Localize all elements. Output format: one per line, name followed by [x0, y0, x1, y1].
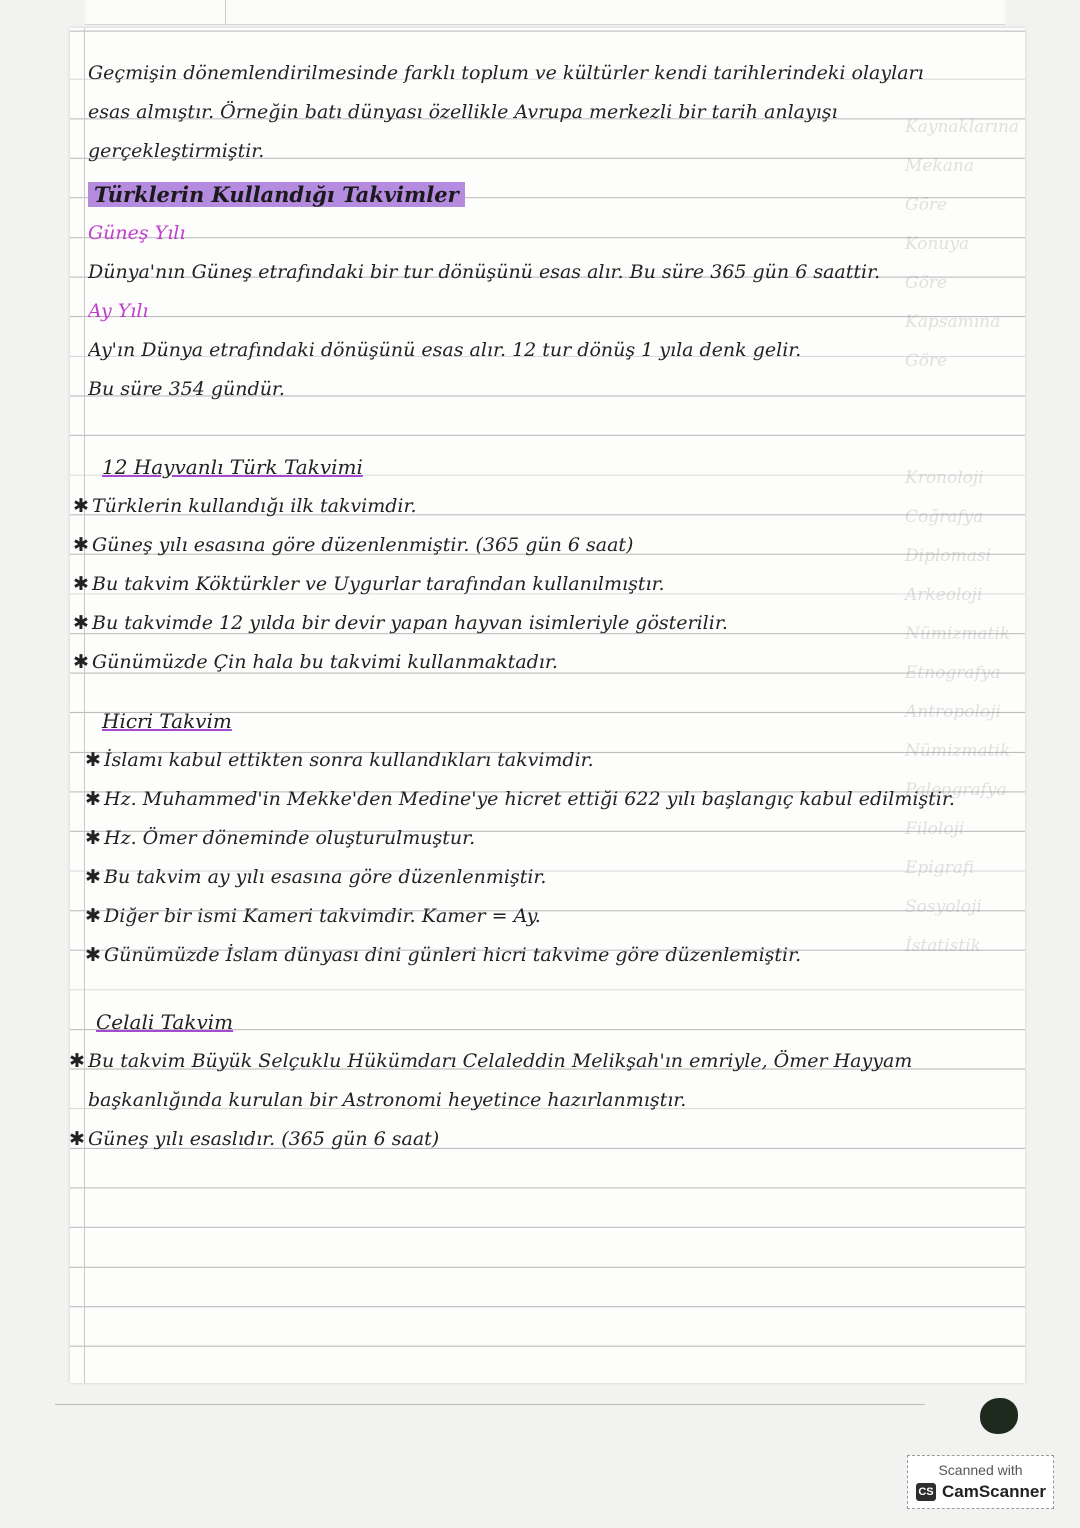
gunes-title-row	[88, 214, 1003, 253]
hayvanli-item	[70, 526, 1003, 565]
hayvanli-item-text: Bu takvimde 12 yılda bir devir yapan hayvan isimleriyle gösterilir.	[92, 612, 728, 634]
intro-line-3: gerçekleştirmiştir.	[88, 140, 265, 162]
hicri-item-text: Bu takvim ay yılı esasına göre düzenlenmiştir.	[104, 866, 547, 888]
ghost-line: Diplomasi	[905, 546, 992, 566]
hicri-item-text: Günümüzde İslam dünyası dini günleri hicri takvime göre düzenlemiştir.	[104, 944, 802, 966]
ghost-line: İstatistik	[905, 936, 981, 956]
hayvanli-title: 12 Hayvanlı Türk Takvimi	[102, 455, 363, 479]
hayvanli-item	[70, 604, 1003, 643]
intro-line-2: esas almıştır. Örneğin batı dünyası özellikle Avrupa merkezli bir tarih anlayışı	[88, 101, 838, 123]
hicri-item-text: Hz. Ömer döneminde oluşturulmuştur.	[104, 827, 476, 849]
notes-content	[69, 54, 1003, 1159]
ghost-line: Epigrafi	[905, 858, 975, 878]
camscanner-logo-icon: CS	[916, 1483, 936, 1501]
ay-text-2: Bu süre 354 gündür.	[88, 378, 285, 400]
ink-blot	[980, 1398, 1018, 1434]
spacer	[88, 409, 1003, 448]
ghost-line: Konuya Göre	[905, 234, 970, 293]
hayvanli-item	[70, 565, 1003, 604]
asterisk-icon: ✱	[73, 534, 89, 556]
ghost-line: Sosyoloji	[905, 897, 982, 917]
hicri-item	[82, 858, 1003, 897]
previous-page-edge	[85, 0, 1005, 25]
previous-page-margin-line	[225, 0, 226, 24]
ghost-line: Paleografya	[905, 780, 1007, 800]
asterisk-icon: ✱	[85, 827, 101, 849]
main-heading: Türklerin Kullandığı Takvimler	[88, 182, 465, 207]
camscanner-watermark	[907, 1455, 1054, 1509]
ghost-line: Kronoloji	[905, 468, 984, 488]
hicri-item-text: İslamı kabul ettikten sonra kullandıkları takvimdir.	[104, 749, 594, 771]
main-heading-row	[88, 175, 1003, 214]
hayvanli-item	[70, 487, 1003, 526]
ghost-line: Mekana Göre	[905, 156, 974, 215]
scanned-with-label: Scanned with	[938, 1462, 1023, 1478]
ghost-line: Coğrafya	[905, 507, 984, 527]
hicri-title: Hicri Takvim	[102, 709, 232, 733]
asterisk-icon: ✱	[85, 905, 101, 927]
hicri-item	[82, 936, 1003, 975]
ghost-line: Nümizmatik	[905, 624, 1011, 644]
hicri-item-text: Diğer bir ismi Kameri takvimdir. Kamer = Ay.	[104, 905, 541, 927]
ay-yili-title: Ay Yılı	[88, 300, 149, 322]
asterisk-icon: ✱	[73, 612, 89, 634]
ay-title-row	[88, 292, 1003, 331]
celali-title: Celali Takvim	[96, 1010, 234, 1034]
asterisk-icon: ✱	[85, 944, 101, 966]
hicri-item	[82, 780, 1003, 819]
hayvanli-item-text: Türklerin kullandığı ilk takvimdir.	[92, 495, 417, 517]
ghost-line: Kaynaklarına	[905, 117, 1020, 137]
hayvanli-item-text: Günümüzde Çin hala bu takvimi kullanmaktadır.	[92, 651, 558, 673]
hicri-item	[82, 819, 1003, 858]
asterisk-icon: ✱	[69, 1050, 85, 1072]
celali-item-text: Güneş yılı esaslıdır. (365 gün 6 saat)	[88, 1128, 440, 1150]
margin-line	[84, 28, 85, 1383]
celali-item-cont: başkanlığında kurulan bir Astronomi heyetince hazırlanmıştır.	[88, 1089, 687, 1111]
asterisk-icon: ✱	[85, 866, 101, 888]
hayvanli-item	[70, 643, 1003, 682]
ay-text-1: Ay'ın Dünya etrafındaki dönüşünü esas alır. 12 tur dönüş 1 yıla denk gelir.	[88, 339, 802, 361]
asterisk-icon: ✱	[85, 749, 101, 771]
spacer	[88, 682, 1003, 702]
celali-item-text: Bu takvim Büyük Selçuklu Hükümdarı Celaleddin Melikşah'ın emriyle, Ömer Hayyam	[88, 1050, 913, 1072]
hicri-title-row	[88, 702, 1003, 741]
intro-line-1: Geçmişin dönemlendirilmesinde farklı toplum ve kültürler kendi tarihlerindeki olayları	[88, 62, 924, 84]
asterisk-icon: ✱	[69, 1128, 85, 1150]
celali-item	[66, 1120, 1003, 1159]
hicri-item	[82, 897, 1003, 936]
hayvanli-item-text: Güneş yılı esasına göre düzenlenmiştir. (365 gün 6 saat)	[92, 534, 634, 556]
hicri-item	[82, 741, 1003, 780]
asterisk-icon: ✱	[73, 495, 89, 517]
spacer	[88, 975, 1003, 1003]
ghost-line: Etnografya	[905, 663, 1001, 683]
notebook-page	[70, 28, 1025, 1383]
ghost-line: Antropoloji	[905, 702, 1001, 722]
hayvanli-item-text: Bu takvim Köktürkler ve Uygurlar tarafından kullanılmıştır.	[92, 573, 665, 595]
ghost-line: Kapsamına Göre	[905, 312, 1001, 371]
asterisk-icon: ✱	[73, 573, 89, 595]
asterisk-icon: ✱	[85, 788, 101, 810]
hayvanli-title-row	[88, 448, 1003, 487]
celali-title-row	[88, 1003, 1003, 1042]
asterisk-icon: ✱	[73, 651, 89, 673]
celali-item	[66, 1042, 1003, 1081]
gunes-yili-title: Güneş Yılı	[88, 222, 186, 244]
ghost-line: Filoloji	[905, 819, 965, 839]
ghost-line: Arkeoloji	[905, 585, 983, 605]
gunes-text: Dünya'nın Güneş etrafındaki bir tur dönüşünü esas alır. Bu süre 365 gün 6 saattir.	[88, 261, 881, 283]
camscanner-brand-name: CamScanner	[942, 1482, 1046, 1501]
camscanner-brand	[916, 1482, 1046, 1502]
ghost-line: Nümizmatik	[905, 741, 1011, 761]
page-bottom-edge	[55, 1404, 925, 1405]
hicri-item-text: Hz. Muhammed'in Mekke'den Medine'ye hicret ettiği 622 yılı başlangıç kabul edilmiştir.	[104, 788, 955, 810]
